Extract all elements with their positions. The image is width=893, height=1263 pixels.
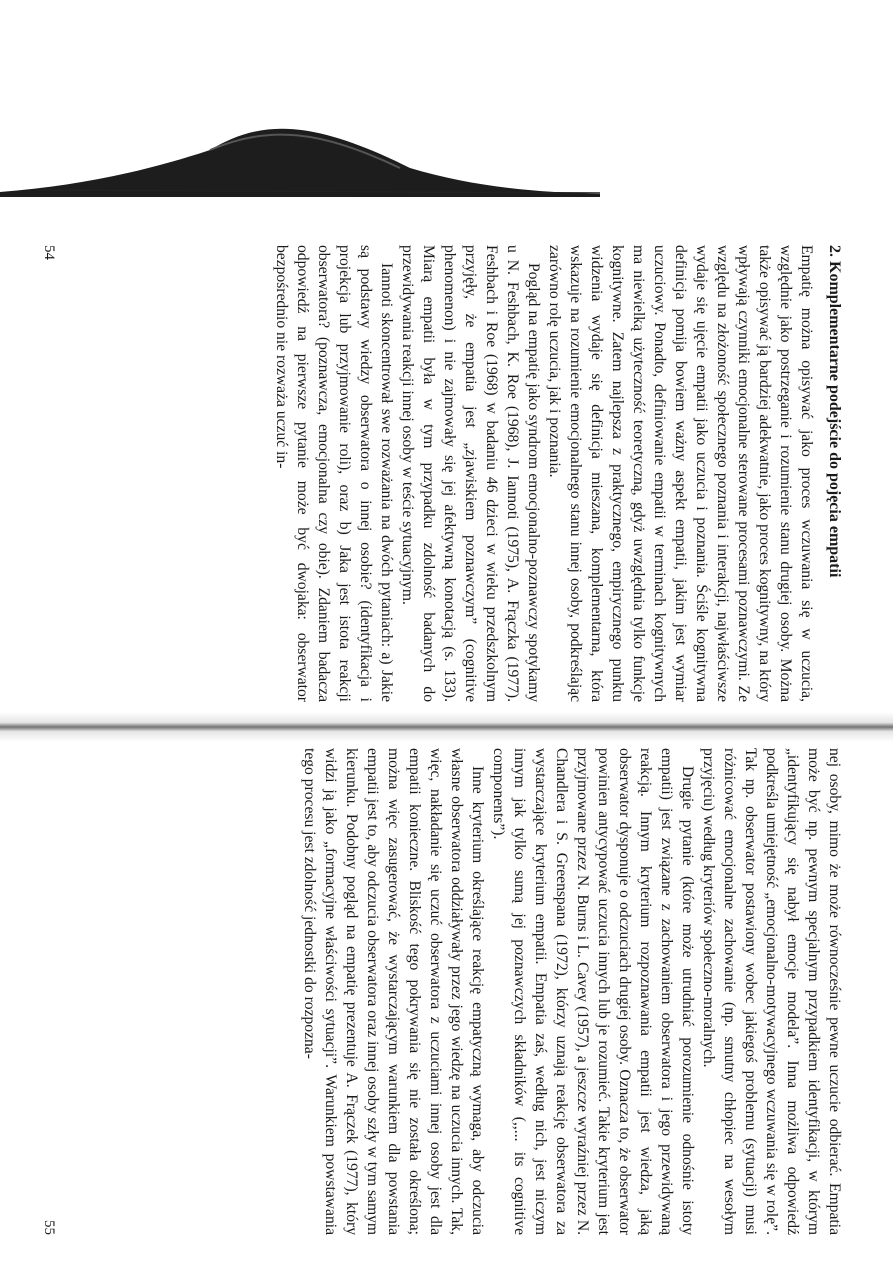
paragraph: Pogląd na empatię jako syndrom emocjonalno-poznawczy spotykamy u N. Feshbach, K. Roe (1968), J. Iannoti (1975), A. Frączka (1977). Feshbach i Roe (1968) w badaniu 46 dzieci w wieku przedszkolnym przyjęły, że empatia jest „zjawiskiem poznawczym” (cognitive phenomenon) i nie zajmowały się jej afektywną konotacją (s. 133). Miarą empatii była w tym przypadku zdolność badanych do przewidywania reakcji innej osoby w teście sytuacyjnym. xyxy=(399,245,542,702)
left-page xyxy=(30,245,845,702)
paragraph: Inne kryterium określające reakcję empatyczną wymaga, aby odczucia własne obserwatora oddziaływały przez jego wiedzę na uczucia innych. Tak, więc, nakładanie się uczuć obserwatora z uczuciami innej osoby jest dla empatii konieczne. Bliskość tego pokrywania się nie została określona; można więc zasugerować, że wystarczającym warunkiem dla powstania empatii jest to, aby odczucia obserwatora oraz innej osoby szły w tym samym kierunku. Podobny pogląd na empatię prezentuje A. Frączek (1977), który widzi ją jako „formacyjne właściwości sytuacji”. Warunkiem powstawania tego procesu jest zdolność jednostki do rozpozna- xyxy=(301,748,486,1235)
section-heading: 2. Komplementarne podejście do pojęcia empatii xyxy=(826,245,843,578)
book-gutter-shadow xyxy=(0,712,893,742)
left-page-text xyxy=(271,245,845,702)
page-number: 54 xyxy=(41,245,57,260)
page-number: 55 xyxy=(41,1220,57,1235)
paragraph: nej osoby, mimo że może równocześnie pewne uczucie odbierać. Empatia może być np. pewnym specjalnym przypadkiem identyfikacji, w którym „identyfikujący się nabył emocje modela”. Inna możliwa odpowiedź podkreśla umiejętność „emocjonalno-motywacyjnego wczuwania się w rolę”. Tak np. obserwator postawiony wobec jakiegoś problemu (sytuacji) musi różnicować emocjonalne zachowanie (np. smutny chłopiec na wesołym przyjęciu) według kryteriów społeczno-moralnych. xyxy=(700,748,843,1235)
right-page xyxy=(30,748,845,1235)
paragraph: Drugie pytanie (które może utrudniać porozumienie odnośnie istoty empatii) jest związane z zachowaniem obserwatora i jego przewidywaną reakcją. Innym kryterium rozpoznawania empatii jest wiedza, jaką obserwator dysponuje o odczuciach drugiej osoby. Oznacza to, że obserwator powinien antycypować uczucia innych lub je rozumieć. Takie kryterium jest przyjmowane przez N. Burns i L. Cavey (1957), a jeszcze wyraźniej przez N. Chandlera i S. Greenspana (1972), którzy uznają reakcję obserwatora za wystarczające kryterium empatii. Empatia zaś, według nich, jest niczym innym jak tylko sumą jej poznawczych składników (,,... its cognitive components”). xyxy=(490,748,696,1235)
paragraph: Empatię można opisywać jako proces wczuwania się w uczucia, względnie jako postrzeganie i rozumienie stanu drugiej osoby. Można także opisywać ją bardziej adekwatnie, jako proces kognitywny, na który wpływają czynniki emocjonalne sterowane procesami poznawczymi. Ze względu na złożoność społecznego poznania i interakcji, najwłaściwsze wydaje się ujęcie empatii jako uczucia i poznania. Ściśle kognitywna definicja pomija bowiem ważny aspekt empatii, jakim jest wymiar uczuciowy. Ponadto, definiowanie empatii w terminach kognitywnych ma niewielką użyteczność teoretyczną, gdyż uwzględnia tylko funkcje kognitywne. Zatem najlepsza z praktycznego, empirycznego punktu widzenia wydaje się definicja mieszana, komplementarna, która wskazuje na rozumienie emocjonalnego stanu innej osoby, podkreślając zarówno rolę uczucia, jak i poznania. xyxy=(546,245,815,702)
paragraph: Iannoti skoncentrował swe rozważania na dwóch pytaniach: a) Jakie są podstawy wiedzy obserwatora o innej osobie? (identyfikacja i projekcja lub przyjmowanie roli), oraz b) Jaka jest istota reakcji obserwatora? (poznawcza, emocjonalna czy obie). Zdaniem badacza odpowiedź na pierwsze pytanie może być dwojaka: obserwator bezpośrednio nie rozważa uczuć in- xyxy=(273,245,395,702)
right-page-text xyxy=(299,748,845,1235)
